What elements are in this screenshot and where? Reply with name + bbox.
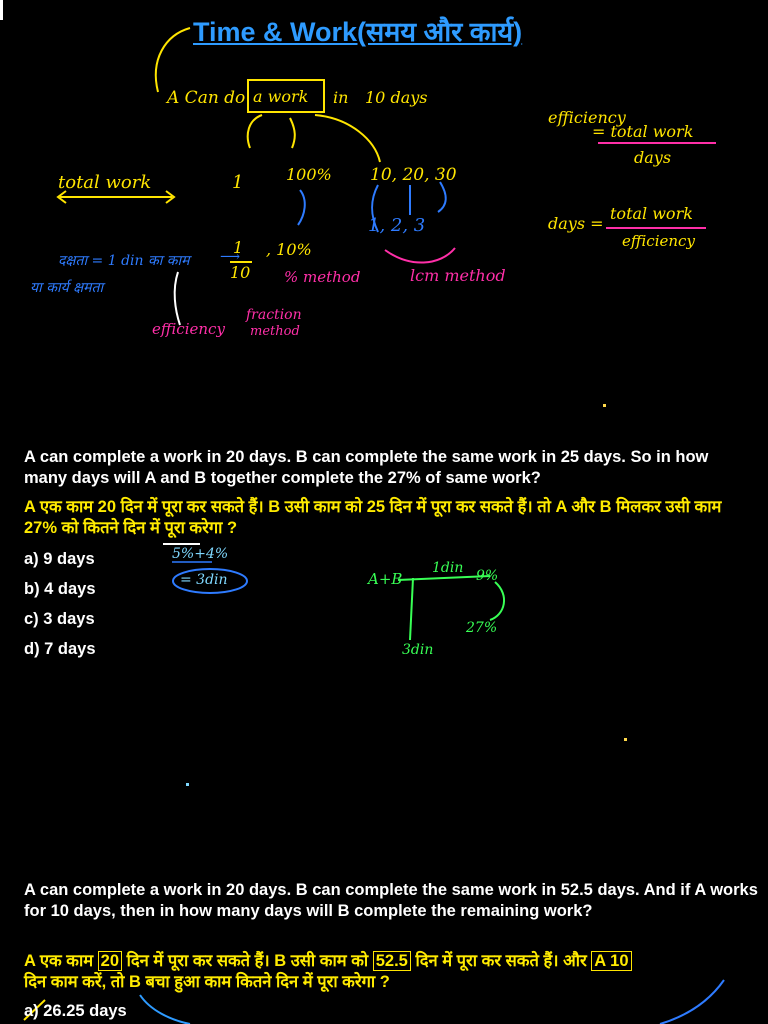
q1-diagram-27: 27% xyxy=(466,620,498,636)
q2-highlight-52-5: 52.5 xyxy=(373,951,411,971)
formula2-numerator: total work xyxy=(610,204,693,223)
statement-in: in xyxy=(333,88,349,107)
q1-work-line2: = 3din xyxy=(180,572,228,588)
formula2-denominator: efficiency xyxy=(622,232,695,250)
question1-hindi: A एक काम 20 दिन में पूरा कर सकते हैं। B उसी काम को 25 दिन में पूरा कर सकते हैं। तो A और B मिलकर उसी काम 27% को कितने दिन में पूरा करेगा ? xyxy=(24,498,722,537)
statement-a: A Can do xyxy=(167,88,246,108)
q1-diagram-ab: A+B xyxy=(368,570,403,588)
dot-mark xyxy=(603,404,606,407)
q1-option-d: d) 7 days xyxy=(24,640,96,658)
fraction-numerator: 1 xyxy=(233,238,244,257)
arrow-glyph: ⟶ xyxy=(220,249,241,265)
formula2-left: days = xyxy=(548,214,604,233)
statement-box: a work xyxy=(253,87,309,106)
formula1-numerator: = total work xyxy=(592,122,694,141)
lcm-values: 10, 20, 30 xyxy=(370,165,457,185)
value-one: 1 xyxy=(232,172,244,193)
lcm-method-label: lcm method xyxy=(410,266,506,285)
question2-english: A can complete a work in 20 days. B can complete the same work in 52.5 days. And if A works for 10 days, then in how many days will B complete the remaining work? xyxy=(24,881,758,920)
question2-hindi-line2: दिन काम करें, तो B बचा हुआ काम कितने दिन में पूरा करेगा ? xyxy=(24,973,390,991)
percent-method-label: % method xyxy=(284,268,361,286)
q1-diagram-1din: 1din xyxy=(432,560,464,576)
q2-hindi-text-3: दिन में पूरा कर सकते हैं। और xyxy=(410,952,592,970)
q1-option-c: c) 3 days xyxy=(24,610,95,628)
question2-hindi-line1 xyxy=(24,951,764,972)
percent-value: , 10% xyxy=(266,240,312,259)
q1-option-a: a) 9 days xyxy=(24,550,95,568)
question1-english: A can complete a work in 20 days. B can complete the same work in 25 days. So in how many days will A and B together complete the 27% of same work? xyxy=(24,448,709,487)
statement-days: 10 days xyxy=(365,88,428,107)
q1-diagram-9: 9% xyxy=(476,568,499,584)
q2-highlight-20: 20 xyxy=(98,951,122,971)
fraction-method-label-2: method xyxy=(250,324,300,339)
q2-hindi-text-1: A एक काम xyxy=(24,952,98,970)
dot-mark-3 xyxy=(186,783,189,786)
value-hundred-percent: 100% xyxy=(286,165,332,184)
q1-diagram-3din: 3din xyxy=(402,642,434,658)
formula1-denominator: days xyxy=(634,148,672,167)
page-title: Time & Work(समय और कार्य) xyxy=(193,17,523,47)
efficiency-label: efficiency xyxy=(152,320,225,338)
hindi-note-capacity: या कार्य क्षमता xyxy=(30,280,104,296)
dot-mark-2 xyxy=(624,738,627,741)
q1-option-b: b) 4 days xyxy=(24,580,96,598)
total-work-label: total work xyxy=(58,172,152,193)
left-edge-mark xyxy=(0,0,3,20)
q1-work-line1: 5%+4% xyxy=(172,546,229,562)
formula1-left: efficiency xyxy=(548,108,626,127)
q2-hindi-text-2: दिन में पूरा कर सकते हैं। B उसी काम को xyxy=(122,952,373,970)
fraction-denominator: 10 xyxy=(230,263,251,282)
fraction-method-label-1: fraction xyxy=(246,307,302,323)
q2-highlight-a10: A 10 xyxy=(591,951,631,971)
hindi-note-efficiency: दक्षता = 1 din का काम xyxy=(58,253,190,269)
q2-option-a: a) 26.25 days xyxy=(24,1002,127,1020)
lcm-parts: 1, 2, 3 xyxy=(368,215,426,236)
